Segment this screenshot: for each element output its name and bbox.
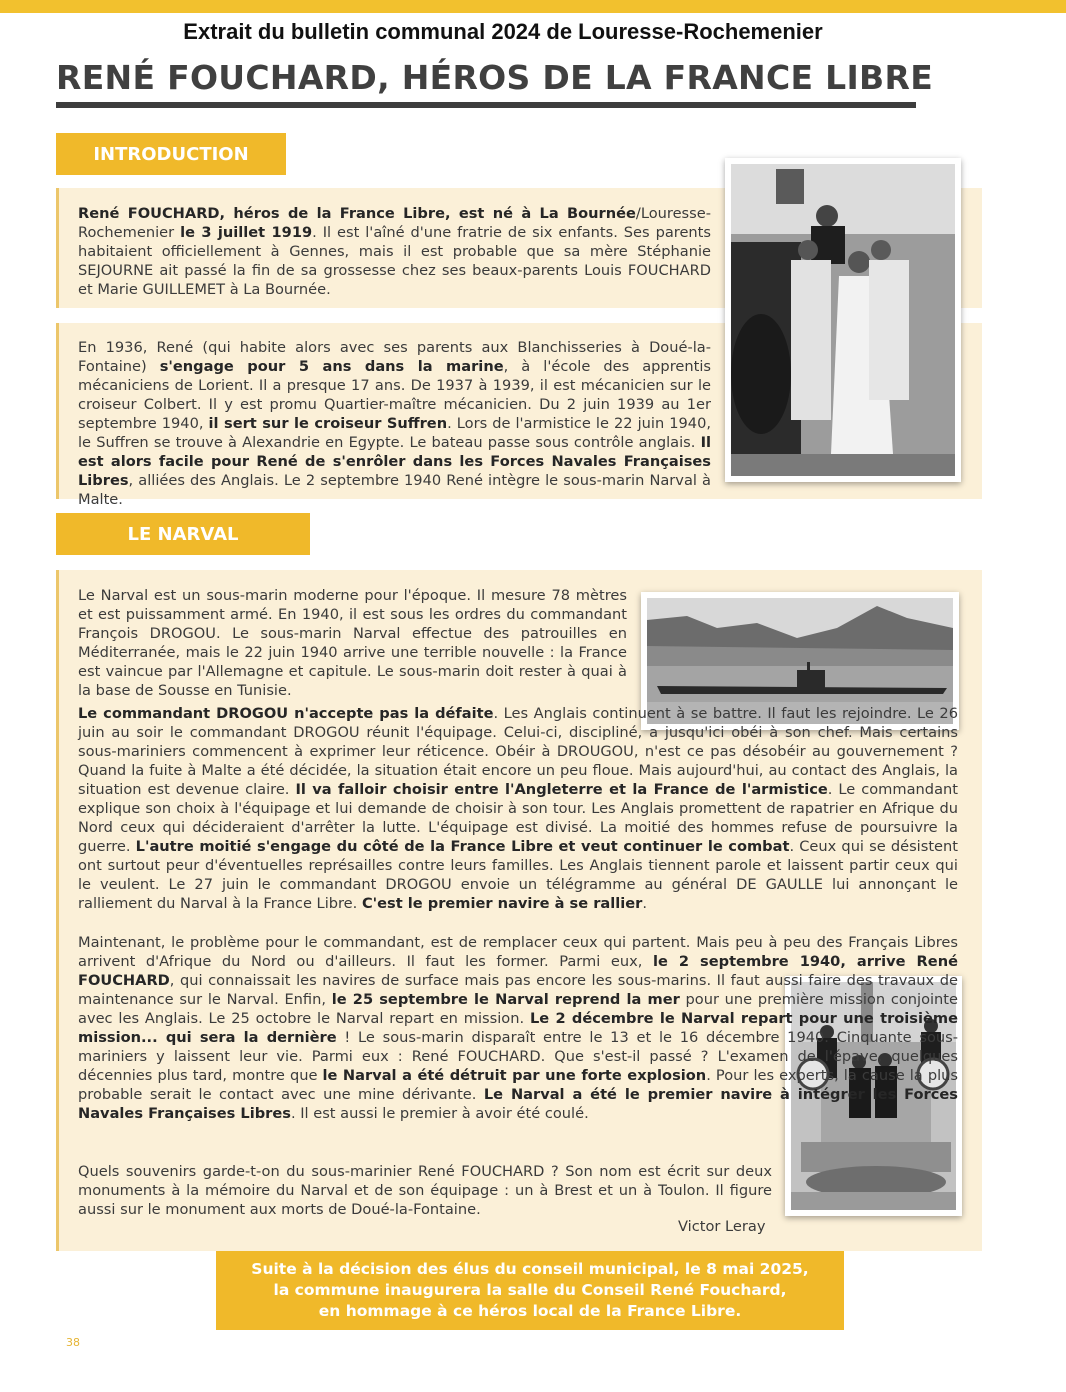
narval_p2-run-3: . Le commandant explique son choix à l'équipage et lui demande de choisir à son tour. Les Anglais promettent de rapatrier en Afrique du Nord ceux qui décideraient d'arrêter la lutte. L'équipage est divisé. La moitié des hommes refuse de poursuivre la guerre.	[78, 781, 958, 855]
intro_p1-run-1: /Louresse-Rochemenier	[78, 205, 711, 241]
section-tab-introduction: INTRODUCTION	[56, 133, 286, 175]
narval_p4-run-0: Quels souvenirs garde-t-on du sous-marinier René FOUCHARD ? Son nom est écrit sur deux monuments à la mémoire du Narval et de son équipage : un à Brest et un à Toulon. Il figure aussi sur le monument aux morts de Doué-la-Fontaine.	[78, 1163, 772, 1218]
narval-paragraph-1	[78, 586, 627, 700]
narval_p2-run-6: C'est le premier navire à se rallier	[361, 895, 643, 912]
intro_p2-run-2: , à l'école des apprentis mécaniciens de Lorient. Il a presque 17 ans. De 1937 à 1939, il est mécanicien sur le croiseur Colbert. Il y est promu Quartier-maître mécanicien. Du 2 juin 1939 au 1er septembre 1940,	[78, 358, 711, 432]
family-photo	[725, 158, 961, 482]
narval_p2-run-0: Le commandant DROGOU n'accepte pas la défaite	[78, 705, 494, 722]
notice-line-2: la commune inaugurera la salle du Conseil René Fouchard,	[273, 1281, 787, 1299]
family-photo-image	[731, 164, 955, 476]
narval_p3-run-9: Le Narval a été le premier navire à intégrer les Forces Navales Françaises Libres	[78, 1086, 958, 1122]
narval_p3-run-4: pour une première mission conjointe avec les Anglais. Le 25 octobre le Narval repart en mission.	[78, 991, 959, 1027]
narval_p2-run-7: .	[642, 895, 647, 912]
intro-paragraph-2	[78, 338, 711, 509]
narval_p1-run-0: Le Narval est un sous-marin moderne pour l'époque. Il mesure 78 mètres et est puissamment armé. En 1940, il est sous les ordres du commandant François DROGOU. Le sous-marin Narval effectue des patrouilles en Méditerranée, mais le 22 juin 1940 arrive une terrible nouvelle : la France est vaincue par l'Allemagne et capitule. Le sous-marin doit rester à quai à la base de Sousse en Tunisie.	[78, 587, 627, 699]
intro_p1-run-3: . Il est l'aîné d'une fratrie de six enfants. Ses parents habitaient officiellement à Gennes, mais il est probable que sa mère Stéphanie SEJOURNE ait passé la fin de sa grossesse chez ses beaux-parents Louis FOUCHARD et Marie GUILLEMET à La Bournée.	[78, 224, 712, 298]
narval_p3-run-3: le 25 septembre le Narval reprend la mer	[331, 991, 680, 1008]
intro_p2-run-4: . Lors de l'armistice le 22 juin 1940, le Suffren se trouve à Alexandrie en Egypte. Le bateau passe sous contrôle anglais.	[78, 415, 711, 451]
inauguration-notice	[216, 1251, 844, 1330]
narval-paragraph-3	[78, 933, 958, 1123]
intro_p2-run-0: En 1936, René (qui habite alors avec ses parents aux Blanchisseries à Doué-la-Fontaine)	[78, 339, 711, 375]
narval_p3-run-8: . Pour les experts, la cause la plus probable serait le contact avec une mine dérivante.	[78, 1067, 958, 1103]
narval_p3-run-5: Le 2 décembre le Narval repart pour une troisième mission... qui sera la dernière	[78, 1010, 958, 1046]
intro_p1-run-0: René FOUCHARD, héros de la France Libre, est né à La Bournée	[78, 205, 636, 222]
narval_p3-run-1: le 2 septembre 1940, arrive René FOUCHARD	[78, 953, 958, 989]
narval_p3-run-0: Maintenant, le problème pour le commandant, est de remplacer ceux qui partent. Mais peu à peu des Français Libres arrivent d'Afrique du Nord ou d'ailleurs. Il faut les former. Parmi eux,	[78, 934, 958, 970]
intro_p2-run-6: , alliées des Anglais. Le 2 septembre 1940 René intègre le sous-marin Narval à Malte.	[78, 472, 711, 508]
narval_p2-run-5: . Ceux qui se désistent ont surtout peur d'éventuelles représailles contre leurs familles. Les Anglais tiennent parole et laissent partir ceux qui le veulent. Le 27 juin le commandant DROGOU envoie un télégramme au général DE GAULLE lui annonçant le ralliement du Narval à la France Libre.	[78, 838, 959, 912]
top-accent-bar	[0, 0, 1066, 13]
narval_p2-run-1: . Les Anglais continuent à se battre. Il faut les rejoindre. Le 26 juin au soir le commandant DROGOU réunit l'équipage. Celui-ci, discipliné, a jusqu'ici obéi à son chef. Mais certains sous-mariniers commencent à exprimer leur réticence. Obéir à DROUGOU, n'est ce pas désobéir au gouvernement ? Quand la fuite à Malte a été décidée, la situation était encore un peu floue. Mais aujourd'hui, au contact des Anglais, la situation est devenue claire.	[78, 705, 958, 798]
title-underline	[56, 102, 916, 108]
section-tab-narval: LE NARVAL	[56, 513, 310, 555]
narval-paragraph-2	[78, 704, 958, 913]
narval-paragraph-4	[78, 1162, 772, 1219]
narval_p3-run-7: le Narval a été détruit par une forte explosion	[322, 1067, 707, 1084]
page-title: RENÉ FOUCHARD, HÉROS DE LA FRANCE LIBRE	[56, 58, 934, 97]
intro-paragraph-1	[78, 204, 711, 299]
narval_p3-run-10: . Il est aussi le premier à avoir été coulé.	[290, 1105, 589, 1122]
intro_p2-run-5: Il est alors facile pour René de s'enrôler dans les Forces Navales Françaises Libres	[78, 434, 711, 489]
narval_p2-run-2: Il va falloir choisir entre l'Angleterre et la France de l'armistice	[295, 781, 828, 798]
page-number: 38	[66, 1336, 80, 1349]
intro_p1-run-2: le 3 juillet 1919	[180, 224, 313, 241]
notice-line-1: Suite à la décision des élus du conseil municipal, le 8 mai 2025,	[251, 1260, 809, 1278]
narval_p3-run-2: , qui connaissait les navires de surface mais pas encore les sous-marins. Il faut aussi faire des travaux de maintenance sur le Narval. Enfin,	[78, 972, 958, 1008]
narval_p3-run-6: ! Le sous-marin disparaît entre le 13 et le 16 décembre 1940. Cinquante sous-mariniers y laissent leur vie. Parmi eux : René FOUCHARD. Que s'est-il passé ? L'examen de l'épave, quelques décennies plus tard, montre que	[78, 1029, 958, 1084]
notice-line-3: en hommage à ce héros local de la France Libre.	[318, 1302, 742, 1320]
narval_p2-run-4: L'autre moitié s'engage du côté de la France Libre et veut continuer le combat	[135, 838, 790, 855]
intro_p2-run-1: s'engage pour 5 ans dans la marine	[159, 358, 504, 375]
intro_p2-run-3: il sert sur le croiseur Suffren	[208, 415, 448, 432]
author-signature: Victor Leray	[678, 1218, 766, 1235]
bulletin-line: Extrait du bulletin communal 2024 de Louresse-Rochemenier	[183, 19, 823, 44]
